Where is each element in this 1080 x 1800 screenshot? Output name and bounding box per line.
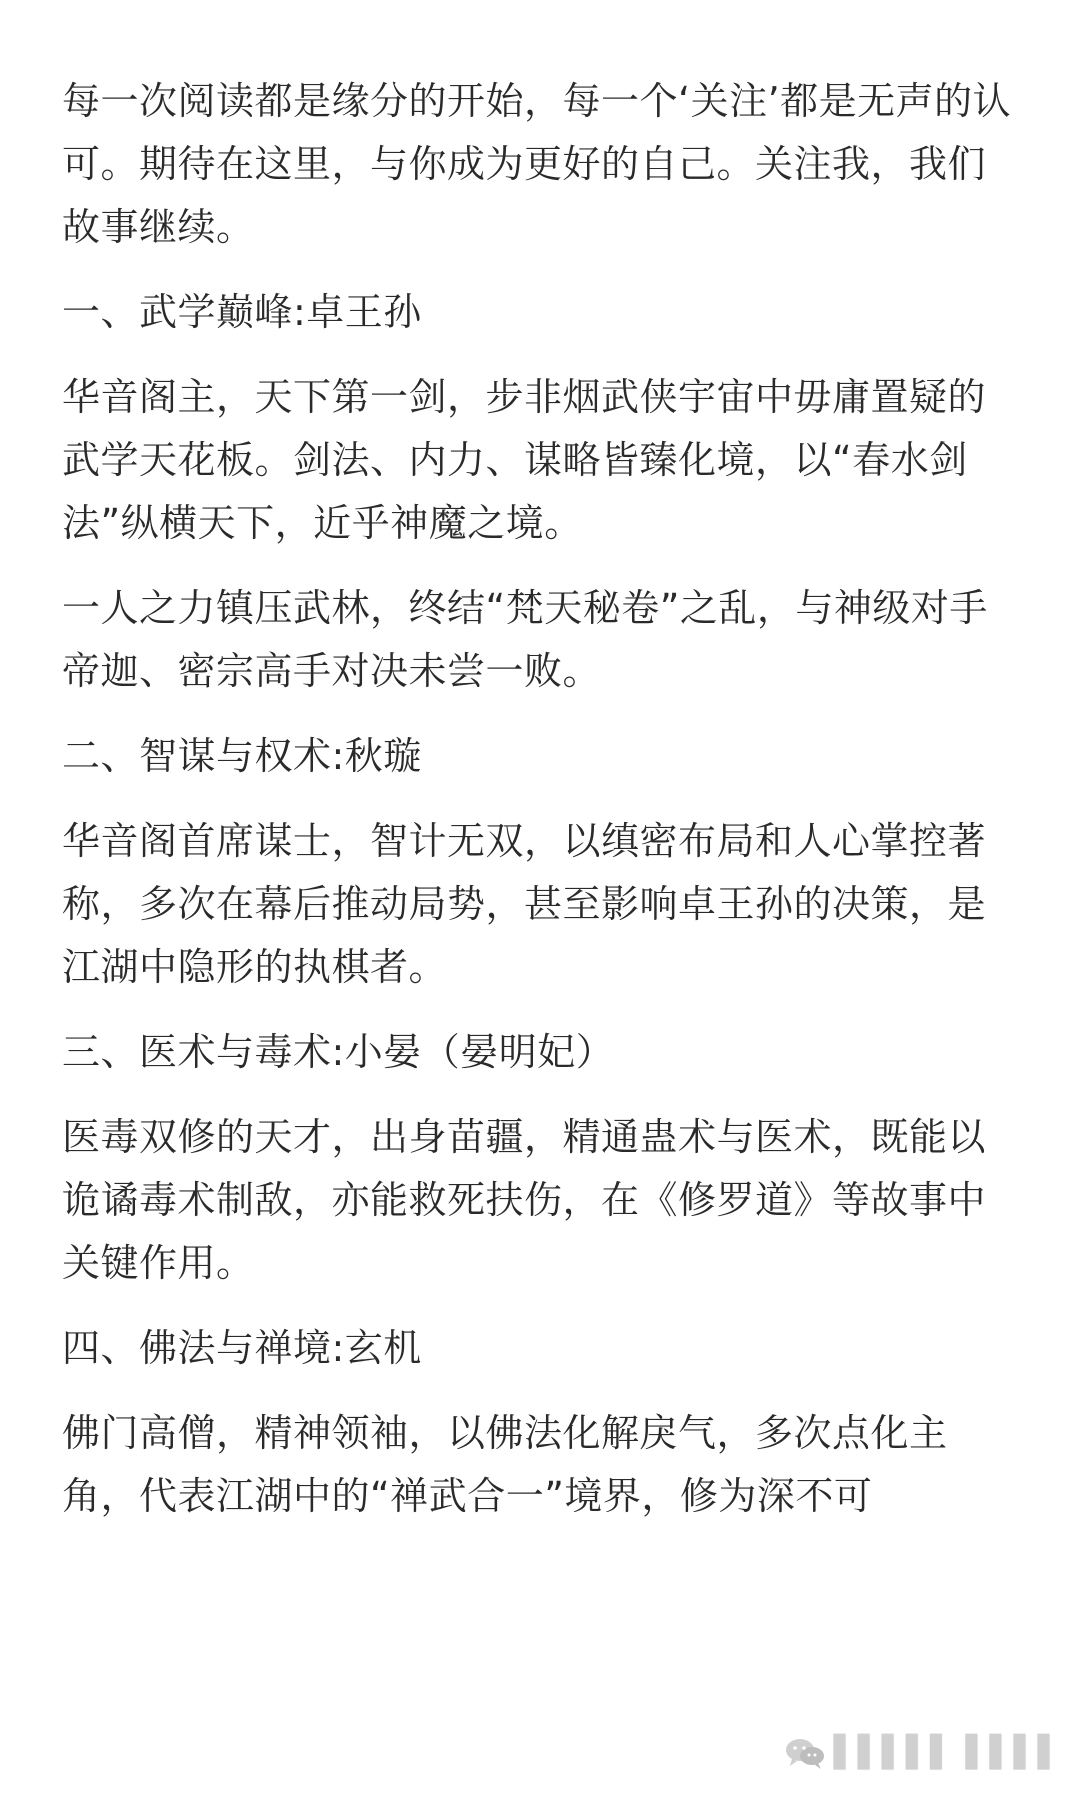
section-1-paragraph-2: 一人之力镇压武林，终结“梵天秘卷”之乱，与神级对手帝迦、密宗高手对决未尝一败。 — [62, 586, 988, 693]
section-4-paragraph-1: 佛门高僧，精神领袖，以佛法化解戾气，多次点化主角，代表江湖中的“禅武合一”境界，修为深不可 — [62, 1411, 948, 1518]
section-3-paragraph-1: 医毒双修的天才，出身苗疆，精通蛊术与医术，既能以诡谲毒术制敌，亦能救死扶伤，在《修罗道》等故事中关键作用。 — [62, 1115, 987, 1285]
watermark — [784, 1735, 1062, 1770]
section-2-paragraph-1: 华音阁首席谋士，智计无双，以缜密布局和人心掌控著称，多次在幕后推动局势，甚至影响卓王孙的决策，是江湖中隐形的执棋者。 — [62, 819, 987, 989]
article-body — [62, 70, 1022, 1550]
section-heading-2: 二、智谋与权术:秋璇 — [62, 734, 422, 778]
section-1-paragraph-1: 华音阁主，天下第一剑，步非烟武侠宇宙中毋庸置疑的武学天花板。剑法、内力、谋略皆臻化境，以“春水剑法”纵横天下，近乎神魔之境。 — [62, 375, 987, 545]
intro-paragraph: 每一次阅读都是缘分的开始，每一个‘关注’都是无声的认可。期待在这里，与你成为更好的自己。关注我，我们故事继续。 — [62, 79, 1012, 249]
section-heading-4: 四、佛法与禅境:玄机 — [62, 1326, 422, 1370]
wechat-icon — [784, 1736, 826, 1770]
section-heading-3: 三、医术与毒术:小晏（晏明妃） — [62, 1030, 615, 1074]
section-heading-1: 一、武学巅峰:卓王孙 — [62, 290, 422, 334]
watermark-text: ▌▌▌▌▌ ▌▌▌▌ — [833, 1735, 1062, 1770]
